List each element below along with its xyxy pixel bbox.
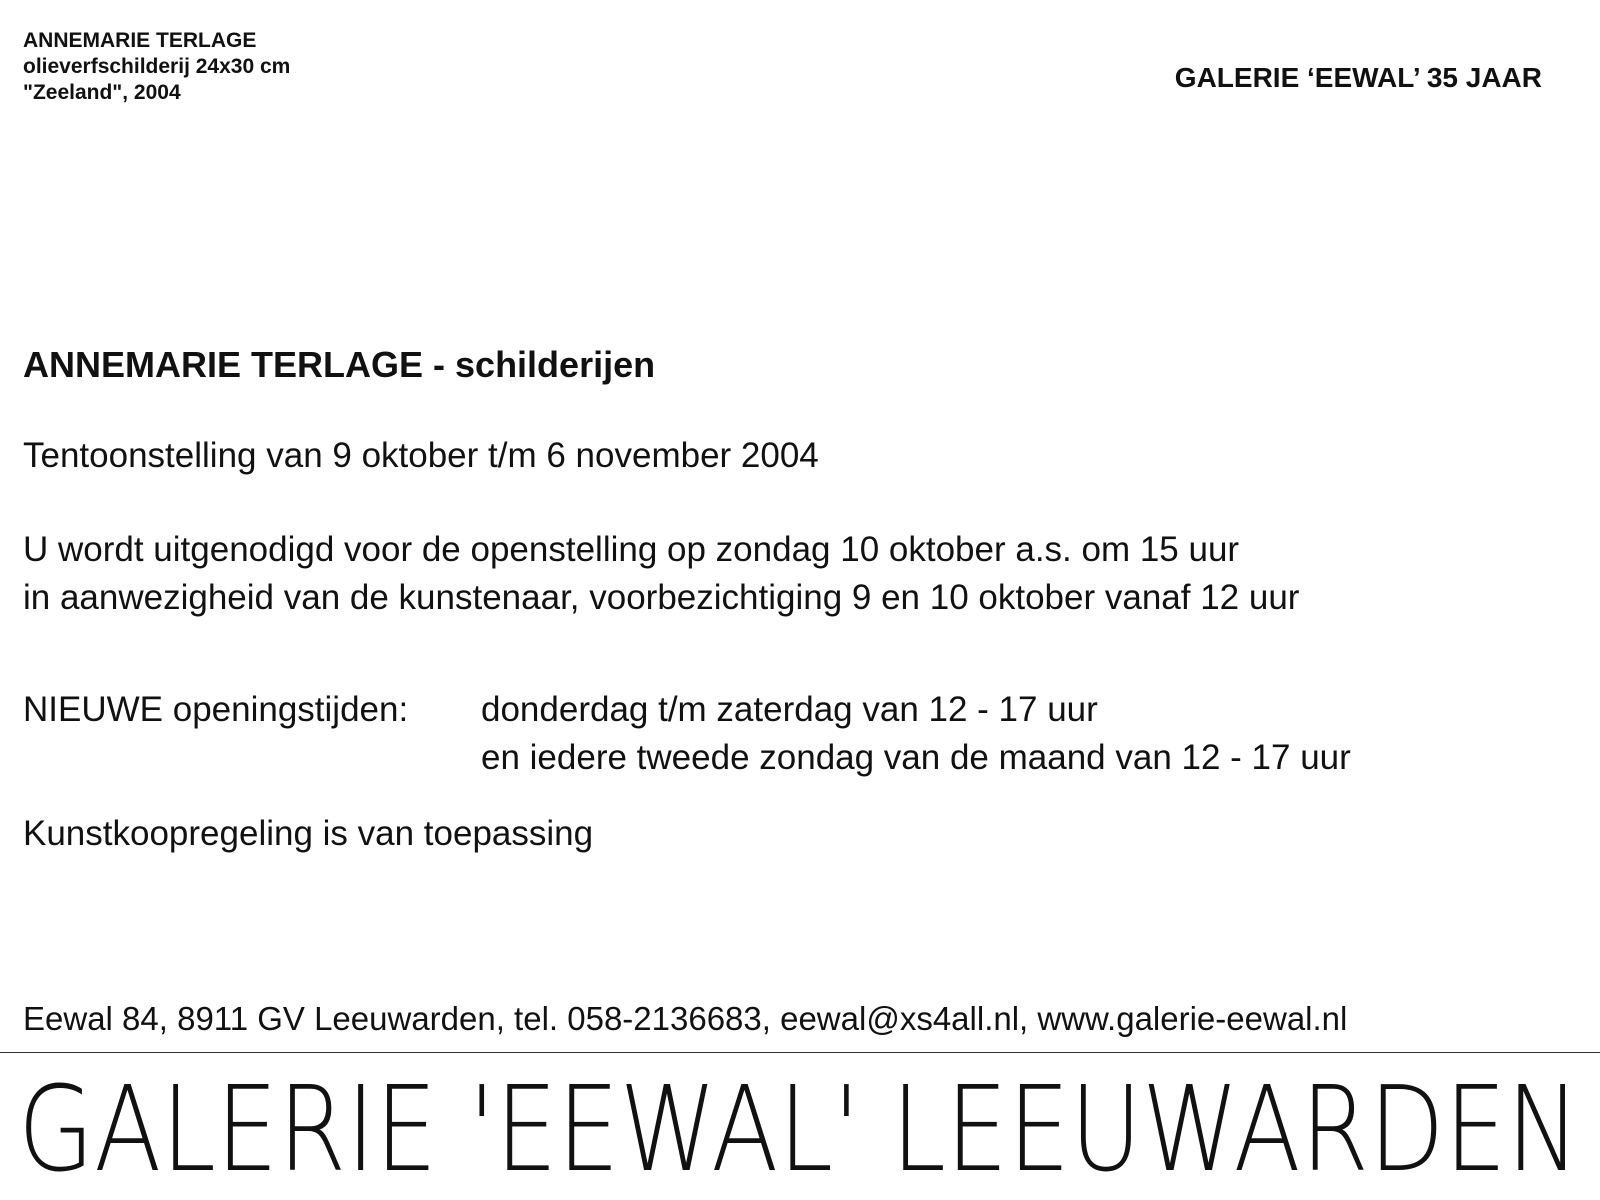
headline-artist: ANNEMARIE TERLAGE xyxy=(23,344,424,385)
kunstkoop-note: Kunstkoopregeling is van toepassing xyxy=(23,814,594,853)
invitation-line-2: in aanwezigheid van de kunstenaar, voorbezichtiging 9 en 10 oktober vanaf 12 uur xyxy=(23,578,1300,617)
opening-hours-label: NIEUWE openingstijden: xyxy=(23,690,409,729)
opening-hours xyxy=(23,686,1351,782)
gallery-logo-wordmark xyxy=(18,1058,1588,1188)
artwork-caption xyxy=(23,28,290,106)
headline-subtitle: - schilderijen xyxy=(433,344,656,385)
anniversary-heading: GALERIE ‘EEWAL’ 35 JAAR xyxy=(1174,62,1542,93)
opening-hours-line-2: en iedere tweede zondag van de maand van 12 - 17 uur xyxy=(481,738,1351,777)
invitation-line-1: U wordt uitgenodigd voor de openstelling op zondag 10 oktober a.s. om 15 uur xyxy=(23,530,1240,569)
caption-title-year: "Zeeland", 2004 xyxy=(23,81,181,104)
exhibition-headline xyxy=(23,344,655,386)
gallery-contact: Eewal 84, 8911 GV Leeuwarden, tel. 058-2136683, eewal@xs4all.nl, www.galerie-eewal.nl xyxy=(23,1000,1348,1037)
divider-line xyxy=(0,1052,1600,1053)
caption-artist: ANNEMARIE TERLAGE xyxy=(23,29,257,52)
opening-hours-line-1: donderdag t/m zaterdag van 12 - 17 uur xyxy=(481,690,1098,729)
caption-medium: olieverfschilderij 24x30 cm xyxy=(23,55,291,78)
exhibition-dates: Tentoonstelling van 9 oktober t/m 6 november 2004 xyxy=(23,436,819,475)
logo-text: GALERIE 'EEWAL' LEEUWARDEN xyxy=(18,1060,1580,1188)
